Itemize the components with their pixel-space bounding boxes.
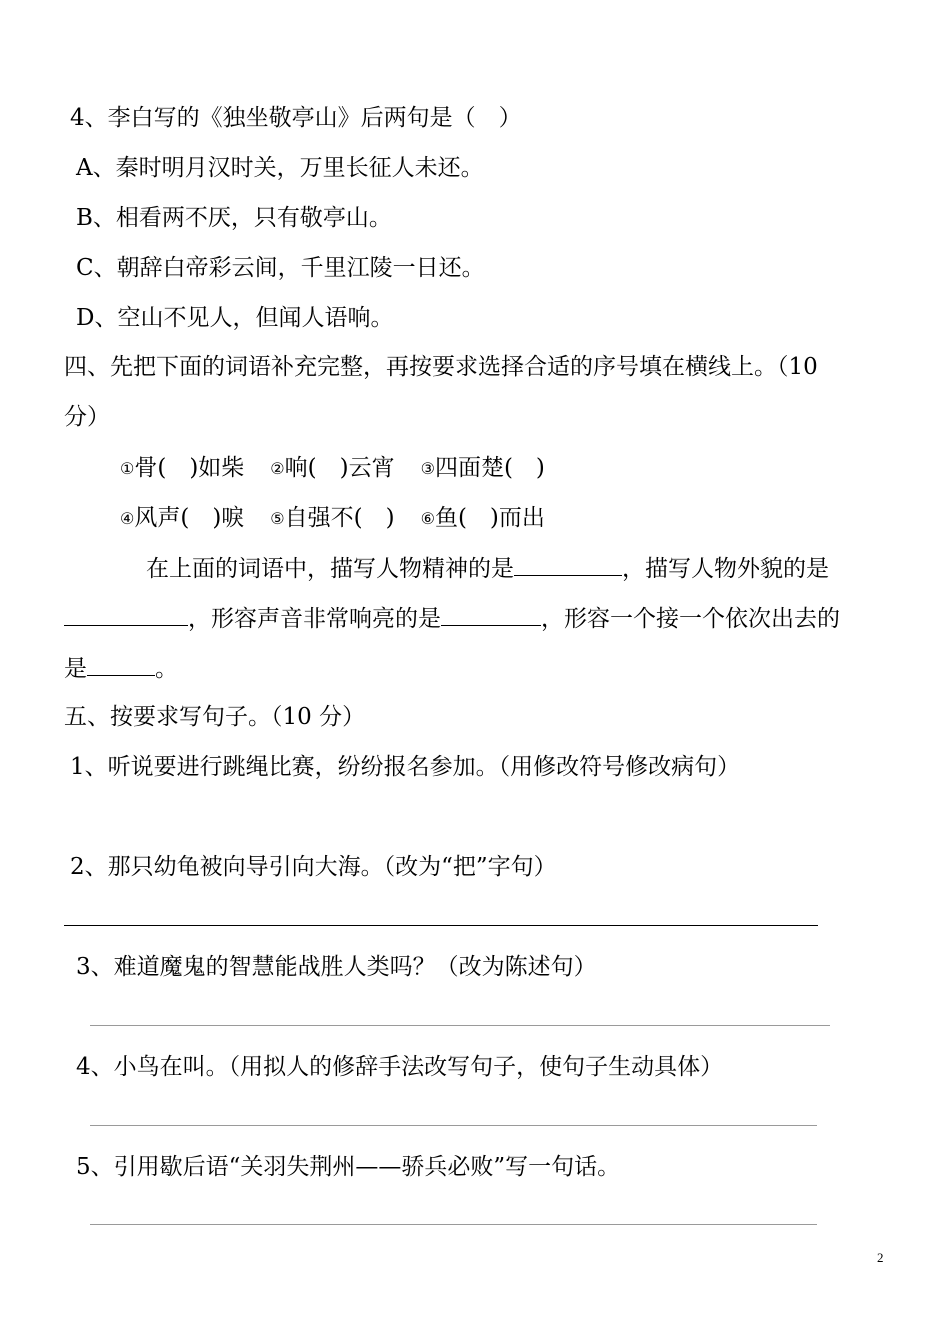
word-item-1: [120, 455, 244, 481]
word-text-6: 鱼( )而出: [434, 505, 545, 531]
answer-line-5[interactable]: [90, 1224, 817, 1225]
q4-option-c: C、朝辞白帝彩云间，千里江陵一日还。: [76, 255, 485, 281]
circled-number-5: ⑤: [270, 509, 285, 528]
section5-item-2: 2、那只幼龟被向导引向大海。（改为“把”字句）: [70, 854, 557, 880]
word-text-4: 风声( )唳: [134, 505, 245, 531]
section5-item-3: 3、难道魔鬼的智慧能战胜人类吗？（改为陈述句）: [76, 954, 597, 980]
circled-number-2: ②: [270, 459, 285, 478]
section5-item-5: 5、引用歇后语“关羽失荆州——骄兵必败”写一句话。: [76, 1154, 621, 1180]
blank-appearance[interactable]: [64, 603, 188, 626]
paragraph-text-e: 是: [64, 656, 87, 682]
answer-line-3[interactable]: [90, 1025, 830, 1026]
word-text-2: 响( )云宵: [284, 455, 395, 481]
word-item-6: [421, 505, 545, 531]
word-text-3: 四面楚( ): [434, 455, 545, 481]
blank-spirit[interactable]: [514, 553, 622, 576]
paragraph-text-f: 。: [155, 656, 178, 682]
section4-paragraph-line3: [64, 653, 178, 684]
paragraph-text-a: 在上面的词语中，描写人物精神的是: [146, 556, 514, 582]
answer-line-4[interactable]: [90, 1125, 817, 1126]
section4-title-line2: 分）: [64, 404, 110, 430]
circled-number-3: ③: [420, 459, 435, 478]
section4-paragraph-line2: [64, 603, 840, 634]
paragraph-text-d: ，形容一个接一个依次出去的: [541, 606, 840, 632]
section4-word-row-1: [120, 453, 545, 485]
word-text-5: 自强不( ): [284, 505, 395, 531]
section5-item-4: 4、小鸟在叫。（用拟人的修辞手法改写句子，使句子生动具体）: [76, 1054, 724, 1080]
q4-option-b: B、相看两不厌，只有敬亭山。: [76, 205, 392, 231]
section4-word-row-2: [120, 503, 545, 535]
paragraph-text-b: ，描写人物外貌的是: [622, 556, 829, 582]
q4-stem: 4、李白写的《独坐敬亭山》后两句是（ ）: [70, 105, 522, 131]
circled-number-1: ①: [120, 459, 135, 478]
section5-title: 五、按要求写句子。（10 分）: [64, 704, 366, 730]
word-item-5: [270, 505, 394, 531]
paragraph-text-c: ，形容声音非常响亮的是: [188, 606, 441, 632]
q4-option-d: D、空山不见人，但闻人语响。: [76, 305, 394, 331]
word-item-2: [270, 455, 394, 481]
page-number: 2: [877, 1250, 884, 1265]
section4-title-line1: 四、先把下面的词语补充完整，再按要求选择合适的序号填在横线上。（10: [64, 354, 818, 380]
word-item-4: [120, 505, 244, 531]
word-text-1: 骨( )如柴: [134, 455, 245, 481]
answer-line-2[interactable]: [64, 925, 818, 926]
section4-paragraph-line1: [146, 553, 829, 584]
section5-item-1: 1、听说要进行跳绳比赛，纷纷报名参加。（用修改符号修改病句）: [70, 754, 741, 780]
q4-option-a: A、秦时明月汉时关，万里长征人未还。: [76, 155, 484, 181]
blank-one-by-one[interactable]: [87, 653, 155, 676]
circled-number-4: ④: [120, 509, 135, 528]
blank-sound[interactable]: [441, 603, 541, 626]
word-item-3: [421, 455, 545, 481]
circled-number-6: ⑥: [420, 509, 435, 528]
